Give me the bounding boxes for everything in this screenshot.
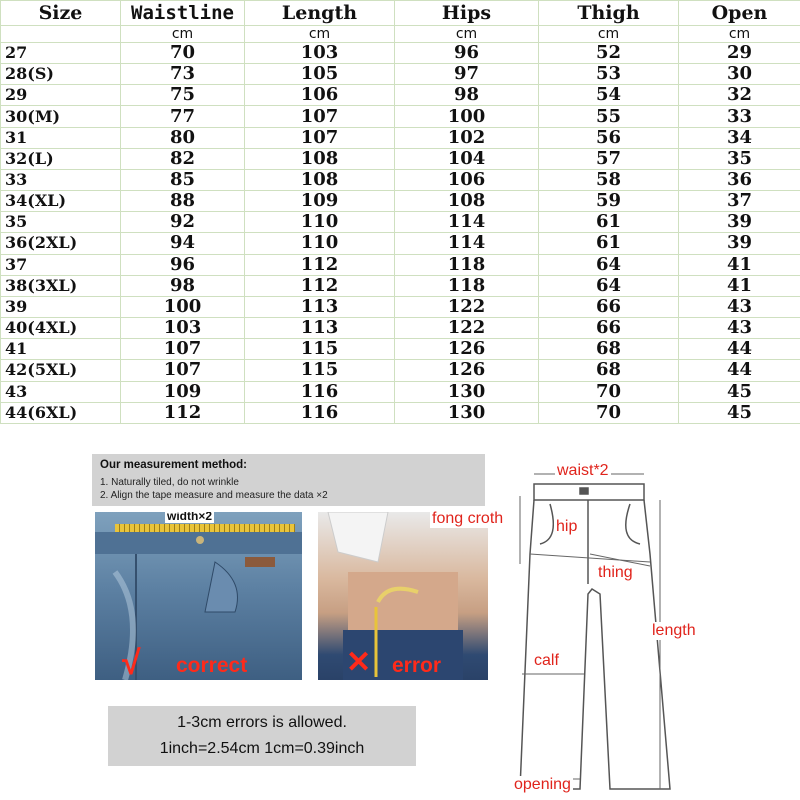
table-row — [1, 169, 800, 190]
table-row — [1, 127, 800, 148]
cell-hips: 118 — [395, 254, 539, 275]
header-size: Size — [1, 1, 121, 26]
cell-hips: 108 — [395, 191, 539, 212]
cell-waistline: 100 — [121, 296, 245, 317]
cell-open: 44 — [679, 339, 800, 360]
cell-length: 115 — [245, 360, 395, 381]
cell-length: 106 — [245, 85, 395, 106]
tolerance-panel — [108, 706, 416, 766]
cell-open: 45 — [679, 381, 800, 402]
unit-conversion: 1inch=2.54cm 1cm=0.39inch — [159, 740, 365, 757]
pants-diagram — [500, 444, 700, 794]
cell-size: 40(4XL) — [1, 318, 121, 339]
cell-thigh: 58 — [539, 169, 679, 190]
method-title: Our measurement method: — [100, 459, 247, 471]
cell-open: 44 — [679, 360, 800, 381]
cell-open: 33 — [679, 106, 800, 127]
cell-thigh: 68 — [539, 360, 679, 381]
measurement-guide — [0, 424, 800, 800]
cell-waistline: 75 — [121, 85, 245, 106]
cell-thigh: 64 — [539, 254, 679, 275]
cell-size: 39 — [1, 296, 121, 317]
cell-hips: 106 — [395, 169, 539, 190]
unit-hips: cm — [395, 26, 539, 43]
error-cross-icon: ✕ — [346, 646, 372, 679]
cell-thigh: 57 — [539, 148, 679, 169]
method-panel — [92, 454, 485, 506]
cell-thigh: 54 — [539, 85, 679, 106]
cell-thigh: 70 — [539, 381, 679, 402]
cell-waistline: 92 — [121, 212, 245, 233]
header-thigh: Thigh — [539, 1, 679, 26]
cell-hips: 98 — [395, 85, 539, 106]
cell-open: 43 — [679, 296, 800, 317]
cell-waistline: 80 — [121, 127, 245, 148]
cell-thigh: 68 — [539, 339, 679, 360]
cell-open: 36 — [679, 169, 800, 190]
cell-thigh: 52 — [539, 43, 679, 64]
cell-thigh: 61 — [539, 233, 679, 254]
unit-length: cm — [245, 26, 395, 43]
table-row — [1, 381, 800, 402]
cell-hips: 122 — [395, 296, 539, 317]
tolerance-note: 1-3cm errors is allowed. — [177, 714, 347, 731]
cell-hips: 126 — [395, 339, 539, 360]
cell-open: 29 — [679, 43, 800, 64]
table-row — [1, 64, 800, 85]
cell-size: 38(3XL) — [1, 275, 121, 296]
cell-thigh: 59 — [539, 191, 679, 212]
cell-thigh: 66 — [539, 296, 679, 317]
table-row — [1, 43, 800, 64]
cell-size: 43 — [1, 381, 121, 402]
correct-label: correct — [176, 654, 248, 677]
cell-waistline: 73 — [121, 64, 245, 85]
cell-size: 42(5XL) — [1, 360, 121, 381]
cell-waistline: 77 — [121, 106, 245, 127]
cell-size: 28(S) — [1, 64, 121, 85]
table-row — [1, 85, 800, 106]
cell-waistline: 94 — [121, 233, 245, 254]
cell-thigh: 64 — [539, 275, 679, 296]
cell-open: 32 — [679, 85, 800, 106]
hip-label: hip — [556, 518, 578, 535]
units-row — [1, 26, 800, 43]
cell-length: 105 — [245, 64, 395, 85]
correct-check-icon: √ — [122, 644, 141, 682]
cell-waistline: 85 — [121, 169, 245, 190]
cell-length: 108 — [245, 148, 395, 169]
cell-thigh: 66 — [539, 318, 679, 339]
cell-waistline: 107 — [121, 339, 245, 360]
table-row — [1, 360, 800, 381]
cell-size: 35 — [1, 212, 121, 233]
cell-open: 41 — [679, 275, 800, 296]
cell-size: 27 — [1, 43, 121, 64]
header-row — [1, 1, 800, 26]
table-row — [1, 254, 800, 275]
table-row — [1, 191, 800, 212]
cell-length: 110 — [245, 233, 395, 254]
cell-open: 35 — [679, 148, 800, 169]
thigh-label: thing — [598, 564, 633, 581]
header-open: Open — [679, 1, 800, 26]
cell-length: 103 — [245, 43, 395, 64]
opening-label: opening — [514, 776, 571, 793]
cell-hips: 118 — [395, 275, 539, 296]
cell-size: 32(L) — [1, 148, 121, 169]
cell-waistline: 88 — [121, 191, 245, 212]
cell-waistline: 103 — [121, 318, 245, 339]
cell-open: 39 — [679, 212, 800, 233]
cell-open: 41 — [679, 254, 800, 275]
cell-open: 30 — [679, 64, 800, 85]
cell-waistline: 109 — [121, 381, 245, 402]
fong-croth-label: fong croth — [432, 510, 504, 527]
table-row — [1, 106, 800, 127]
calf-label: calf — [534, 652, 559, 669]
cell-thigh: 55 — [539, 106, 679, 127]
cell-size: 37 — [1, 254, 121, 275]
cell-thigh: 56 — [539, 127, 679, 148]
width-label: width×2 — [165, 512, 214, 523]
table-row — [1, 148, 800, 169]
unit-open: cm — [679, 26, 800, 43]
cell-length: 113 — [245, 318, 395, 339]
table-row — [1, 296, 800, 317]
cell-length: 112 — [245, 254, 395, 275]
cell-size: 44(6XL) — [1, 402, 121, 423]
table-row — [1, 318, 800, 339]
table-row — [1, 212, 800, 233]
cell-length: 109 — [245, 191, 395, 212]
cell-size: 30(M) — [1, 106, 121, 127]
header-length: Length — [245, 1, 395, 26]
table-row — [1, 233, 800, 254]
cell-size: 29 — [1, 85, 121, 106]
header-waistline: Waistline — [121, 1, 245, 26]
cell-length: 112 — [245, 275, 395, 296]
table-row — [1, 275, 800, 296]
method-step-1: 1. Naturally tiled, do not wrinkle — [100, 477, 239, 488]
cell-open: 45 — [679, 402, 800, 423]
cell-size: 36(2XL) — [1, 233, 121, 254]
cell-length: 116 — [245, 402, 395, 423]
cell-open: 43 — [679, 318, 800, 339]
cell-hips: 114 — [395, 212, 539, 233]
cell-length: 107 — [245, 106, 395, 127]
unit-thigh: cm — [539, 26, 679, 43]
cell-waistline: 107 — [121, 360, 245, 381]
cell-size: 31 — [1, 127, 121, 148]
width-tape — [115, 524, 295, 532]
cell-thigh: 70 — [539, 402, 679, 423]
cell-open: 39 — [679, 233, 800, 254]
cell-hips: 97 — [395, 64, 539, 85]
cell-waistline: 112 — [121, 402, 245, 423]
cell-open: 34 — [679, 127, 800, 148]
header-hips: Hips — [395, 1, 539, 26]
cell-hips: 100 — [395, 106, 539, 127]
cell-thigh: 61 — [539, 212, 679, 233]
cell-hips: 114 — [395, 233, 539, 254]
cell-open: 37 — [679, 191, 800, 212]
cell-length: 107 — [245, 127, 395, 148]
table-row — [1, 402, 800, 423]
cell-waistline: 70 — [121, 43, 245, 64]
cell-waistline: 96 — [121, 254, 245, 275]
cell-length: 116 — [245, 381, 395, 402]
cell-hips: 102 — [395, 127, 539, 148]
cell-waistline: 98 — [121, 275, 245, 296]
length-label: length — [652, 622, 696, 639]
cell-size: 41 — [1, 339, 121, 360]
cell-length: 110 — [245, 212, 395, 233]
cell-waistline: 82 — [121, 148, 245, 169]
unit-waistline: cm — [121, 26, 245, 43]
cell-size: 34(XL) — [1, 191, 121, 212]
cell-hips: 122 — [395, 318, 539, 339]
cell-hips: 130 — [395, 402, 539, 423]
cell-thigh: 53 — [539, 64, 679, 85]
table-row — [1, 339, 800, 360]
method-step-2: 2. Align the tape measure and measure the data ×2 — [100, 490, 328, 501]
cell-hips: 96 — [395, 43, 539, 64]
cell-length: 108 — [245, 169, 395, 190]
cell-size: 33 — [1, 169, 121, 190]
cell-hips: 104 — [395, 148, 539, 169]
waist-label: waist*2 — [557, 462, 609, 479]
cell-length: 113 — [245, 296, 395, 317]
cell-length: 115 — [245, 339, 395, 360]
cell-hips: 130 — [395, 381, 539, 402]
cell-hips: 126 — [395, 360, 539, 381]
unit-size — [1, 26, 121, 43]
error-label: error — [392, 654, 442, 677]
